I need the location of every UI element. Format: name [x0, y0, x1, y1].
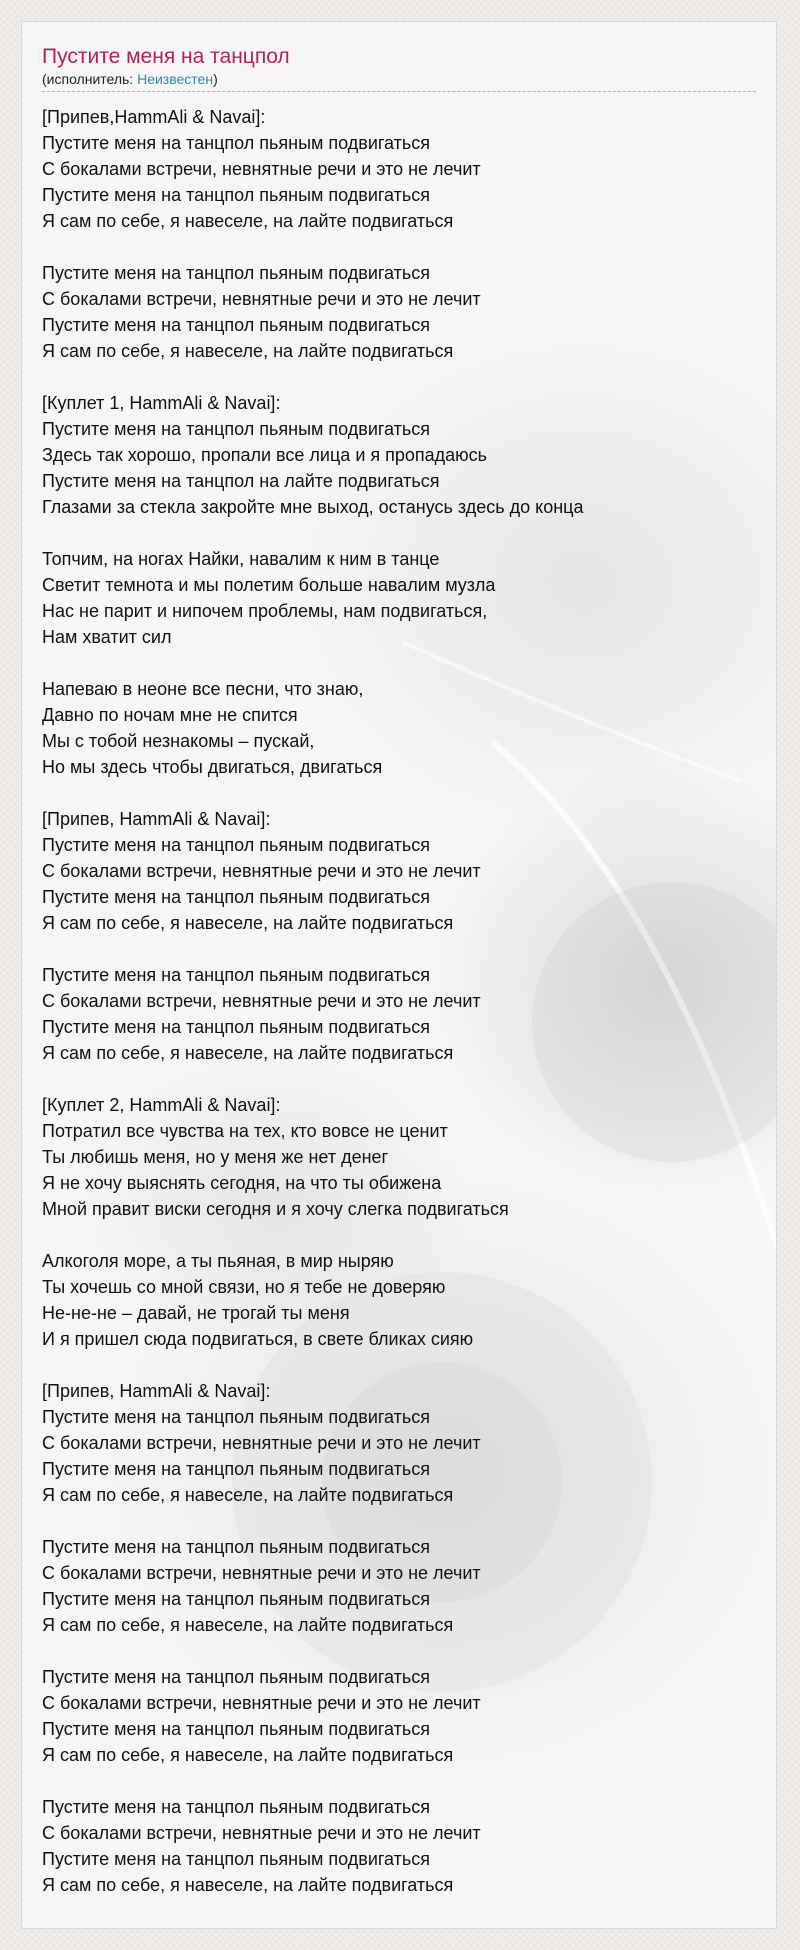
lyrics-line: [Куплет 2, HammAli & Navai]:	[42, 1095, 281, 1115]
lyrics-line: Я сам по себе, я навеселе, на лайте подвигаться	[42, 211, 454, 231]
lyrics-stanza	[42, 676, 756, 780]
song-title: Пустите меня на танцпол	[42, 45, 290, 68]
lyrics-line: С бокалами встречи, невнятные речи и это не лечит	[42, 1433, 481, 1453]
lyrics-stanza	[42, 806, 756, 936]
lyrics-line: С бокалами встречи, невнятные речи и это не лечит	[42, 1823, 481, 1843]
performer-suffix: )	[213, 71, 218, 87]
lyrics-line: С бокалами встречи, невнятные речи и это не лечит	[42, 159, 481, 179]
lyrics-stanza	[42, 390, 756, 520]
lyrics-line: Я сам по себе, я навеселе, на лайте подвигаться	[42, 1043, 454, 1063]
lyrics-body	[42, 104, 756, 1898]
lyrics-card	[21, 21, 777, 1929]
lyrics-line: Давно по ночам мне не спится	[42, 705, 298, 725]
lyrics-stanza	[42, 1378, 756, 1508]
lyrics-stanza	[42, 260, 756, 364]
lyrics-line: Светит темнота и мы полетим больше навалим музла	[42, 575, 496, 595]
lyrics-line: Алкоголя море, а ты пьяная, в мир ныряю	[42, 1251, 394, 1271]
lyrics-line: Пустите меня на танцпол пьяным подвигаться	[42, 263, 431, 283]
lyrics-stanza	[42, 546, 756, 650]
lyrics-line: Пустите меня на танцпол пьяным подвигаться	[42, 1589, 431, 1609]
lyrics-line: Пустите меня на танцпол пьяным подвигаться	[42, 1407, 431, 1427]
lyrics-line: Я не хочу выяснять сегодня, на что ты обижена	[42, 1173, 442, 1193]
lyrics-line: Я сам по себе, я навеселе, на лайте подвигаться	[42, 1485, 454, 1505]
lyrics-line: И я пришел сюда подвигаться, в свете бликах сияю	[42, 1329, 474, 1349]
lyrics-line: Здесь так хорошо, пропали все лица и я пропадаюсь	[42, 445, 488, 465]
lyrics-line: [Припев, HammAli & Navai]:	[42, 809, 271, 829]
lyrics-line: Пустите меня на танцпол пьяным подвигаться	[42, 185, 431, 205]
performer-line	[42, 70, 756, 92]
lyrics-line: С бокалами встречи, невнятные речи и это не лечит	[42, 1693, 481, 1713]
lyrics-line: Я сам по себе, я навеселе, на лайте подвигаться	[42, 1745, 454, 1765]
lyrics-line: Ты хочешь со мной связи, но я тебе не доверяю	[42, 1277, 446, 1297]
lyrics-line: Глазами за стекла закройте мне выход, останусь здесь до конца	[42, 497, 584, 517]
lyrics-stanza	[42, 1794, 756, 1898]
lyrics-line: Пустите меня на танцпол пьяным подвигаться	[42, 315, 431, 335]
lyrics-stanza	[42, 1664, 756, 1768]
lyrics-line: С бокалами встречи, невнятные речи и это не лечит	[42, 289, 481, 309]
lyrics-line: С бокалами встречи, невнятные речи и это не лечит	[42, 861, 481, 881]
lyrics-line: Я сам по себе, я навеселе, на лайте подвигаться	[42, 913, 454, 933]
lyrics-line: Но мы здесь чтобы двигаться, двигаться	[42, 757, 383, 777]
lyrics-line: Пустите меня на танцпол пьяным подвигаться	[42, 1797, 431, 1817]
lyrics-line: Я сам по себе, я навеселе, на лайте подвигаться	[42, 1615, 454, 1635]
lyrics-line: Пустите меня на танцпол пьяным подвигаться	[42, 1459, 431, 1479]
lyrics-stanza	[42, 1248, 756, 1352]
lyrics-line: Пустите меня на танцпол на лайте подвигаться	[42, 471, 440, 491]
lyrics-line: [Припев, HammAli & Navai]:	[42, 1381, 271, 1401]
lyrics-stanza	[42, 1534, 756, 1638]
lyrics-line: Пустите меня на танцпол пьяным подвигаться	[42, 835, 431, 855]
lyrics-line: Ты любишь меня, но у меня же нет денег	[42, 1147, 389, 1167]
lyrics-line: Пустите меня на танцпол пьяным подвигаться	[42, 1537, 431, 1557]
lyrics-line: С бокалами встречи, невнятные речи и это не лечит	[42, 1563, 481, 1583]
lyrics-line: Я сам по себе, я навеселе, на лайте подвигаться	[42, 1875, 454, 1895]
lyrics-line: Я сам по себе, я навеселе, на лайте подвигаться	[42, 341, 454, 361]
lyrics-line: Пустите меня на танцпол пьяным подвигаться	[42, 1719, 431, 1739]
lyrics-line: Не-не-не – давай, не трогай ты меня	[42, 1303, 350, 1323]
performer-prefix: (исполнитель:	[42, 71, 138, 87]
lyrics-line: С бокалами встречи, невнятные речи и это не лечит	[42, 991, 481, 1011]
lyrics-line: Потратил все чувства на тех, кто вовсе не ценит	[42, 1121, 448, 1141]
lyrics-line: Пустите меня на танцпол пьяным подвигаться	[42, 1017, 431, 1037]
lyrics-line: Пустите меня на танцпол пьяным подвигаться	[42, 419, 431, 439]
lyrics-line: Нас не парит и нипочем проблемы, нам подвигаться,	[42, 601, 488, 621]
lyrics-line: [Куплет 1, HammAli & Navai]:	[42, 393, 281, 413]
lyrics-line: Мной правит виски сегодня и я хочу слегка подвигаться	[42, 1199, 509, 1219]
lyrics-line: Нам хватит сил	[42, 627, 172, 647]
lyrics-line: Пустите меня на танцпол пьяным подвигаться	[42, 133, 431, 153]
lyrics-line: Напеваю в неоне все песни, что знаю,	[42, 679, 364, 699]
lyrics-line: Мы с тобой незнакомы – пускай,	[42, 731, 315, 751]
lyrics-line: Пустите меня на танцпол пьяным подвигаться	[42, 887, 431, 907]
lyrics-stanza	[42, 1092, 756, 1222]
lyrics-line: Пустите меня на танцпол пьяным подвигаться	[42, 1849, 431, 1869]
lyrics-line: Пустите меня на танцпол пьяным подвигаться	[42, 1667, 431, 1687]
lyrics-line: Пустите меня на танцпол пьяным подвигаться	[42, 965, 431, 985]
performer-link[interactable]: Неизвестен	[137, 71, 214, 87]
lyrics-stanza	[42, 962, 756, 1066]
lyrics-stanza	[42, 104, 756, 234]
lyrics-line: [Припев,HammAli & Navai]:	[42, 107, 266, 127]
lyrics-line: Топчим, на ногах Найки, навалим к ним в танце	[42, 549, 440, 569]
